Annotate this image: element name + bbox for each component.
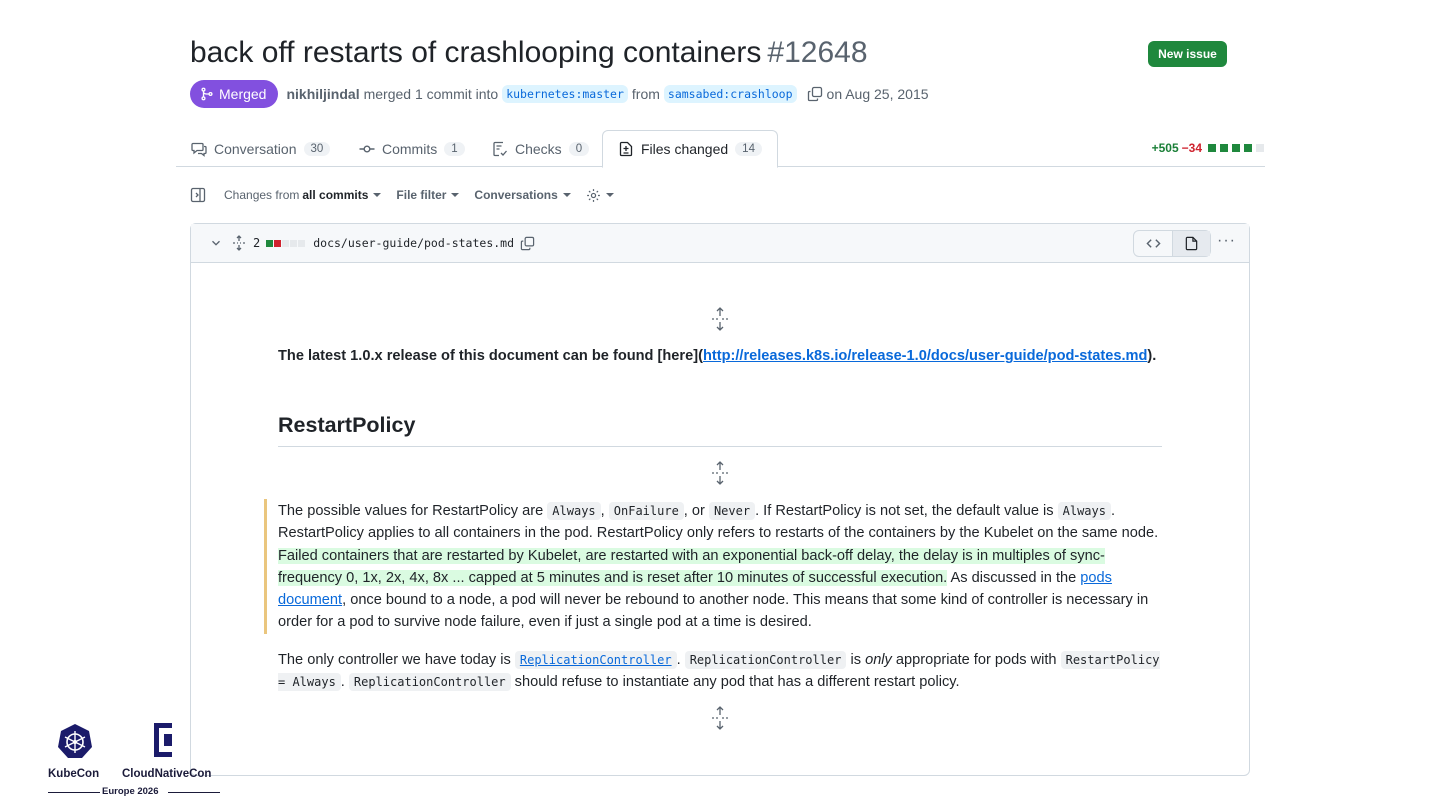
- text: .: [340, 674, 349, 691]
- author-link[interactable]: nikhiljindal: [286, 86, 360, 102]
- file-path[interactable]: docs/user-guide/pod-states.md: [313, 236, 515, 250]
- text: . If RestartPolicy is not set, the default value is: [755, 503, 1058, 519]
- text: ,: [600, 503, 609, 519]
- tab-label: Checks: [515, 140, 562, 157]
- comment-icon: [191, 141, 207, 157]
- diffstat-block: [298, 240, 305, 247]
- tab-label: Conversation: [214, 140, 297, 157]
- tab-counter: 14: [735, 142, 762, 156]
- text: The possible values for RestartPolicy are: [278, 503, 548, 519]
- expand-all-icon[interactable]: [231, 235, 247, 251]
- text: . RestartPolicy applies to all containers in the pod. RestartPolicy only refers to restarts of the containers by the Kubelet on the same node.: [278, 503, 1159, 542]
- kebab-menu-icon[interactable]: ···: [1217, 232, 1236, 249]
- code-onfailure: OnFailure: [609, 502, 684, 520]
- tab-commits[interactable]: [359, 130, 465, 167]
- cncf-icon: [152, 723, 172, 757]
- kubernetes-wheel-icon: [57, 723, 93, 759]
- pods-document-link[interactable]: pods document: [278, 569, 1112, 609]
- diffstat-block: [1220, 144, 1228, 152]
- copy-icon[interactable]: [807, 86, 823, 102]
- caret-down-icon: [373, 193, 381, 197]
- release-note-text: The latest 1.0.x release of this document can be found [here](: [278, 348, 703, 364]
- pr-number: #12648: [767, 36, 868, 69]
- source-diff-button[interactable]: [1134, 231, 1172, 256]
- release-note-end: ).: [1147, 348, 1157, 364]
- pr-tabs: [176, 130, 1265, 167]
- code-always-default: Always: [1058, 502, 1111, 520]
- tab-counter: 0: [569, 142, 589, 156]
- kubecon-logo: [47, 720, 227, 800]
- merge-date: on Aug 25, 2015: [826, 86, 929, 102]
- replicationcontroller-link[interactable]: [515, 652, 677, 668]
- gear-icon: [586, 188, 601, 203]
- merge-action-text: merged 1 commit into: [363, 86, 499, 102]
- file-filter-dropdown[interactable]: [396, 188, 459, 202]
- changes-from-dropdown[interactable]: [224, 188, 381, 202]
- file-diffstat: [266, 240, 306, 247]
- commit-icon: [359, 141, 375, 157]
- restartpolicy-heading: RestartPolicy: [278, 413, 1162, 447]
- release-link[interactable]: http://releases.k8s.io/release-1.0/docs/user-guide/pod-states.md: [702, 348, 1148, 364]
- changes-from-value: all commits: [302, 188, 369, 202]
- code-never: Never: [709, 502, 755, 520]
- pr-meta: [190, 80, 929, 108]
- code-restartpolicy-always: RestartPolicy = Always: [278, 653, 1160, 690]
- copy-path-icon[interactable]: [520, 236, 535, 251]
- view-toggle: [1133, 230, 1211, 257]
- code-icon: [1146, 236, 1161, 251]
- restartpolicy-paragraph: [278, 500, 1162, 634]
- code-rc-2: ReplicationController: [349, 673, 511, 691]
- text: .: [676, 652, 685, 668]
- base-branch[interactable]: kubernetes:master: [502, 85, 628, 103]
- from-text: from: [631, 86, 660, 102]
- head-branch[interactable]: samsabed:crashloop: [664, 85, 797, 103]
- text: As discussed in the: [947, 569, 1081, 586]
- cloudnativecon-text: CloudNativeCon: [122, 768, 212, 780]
- emphasis-only: only: [865, 652, 892, 668]
- changes-from-label: Changes from: [224, 188, 300, 202]
- file-change-count: 2: [253, 236, 261, 250]
- caret-down-icon: [451, 193, 459, 197]
- event-text: Europe 2026: [102, 786, 159, 797]
- tab-conversation[interactable]: [191, 130, 330, 167]
- kubecon-text: KubeCon: [48, 768, 100, 780]
- file-tree-toggle-icon[interactable]: [190, 187, 206, 203]
- merged-state-label: Merged: [219, 86, 267, 102]
- code-always: Always: [547, 502, 600, 520]
- conversations-dropdown[interactable]: [474, 188, 570, 202]
- expand-lines-icon[interactable]: [710, 307, 730, 331]
- changed-block-marker: [264, 499, 267, 634]
- deletions-count: −34: [1181, 141, 1202, 155]
- code-rc-link: ReplicationController: [515, 651, 677, 669]
- page-title: [190, 36, 868, 70]
- diffstat-block: [266, 240, 273, 247]
- file-icon: [1184, 236, 1199, 251]
- tab-label: Commits: [382, 140, 438, 157]
- text: should refuse to instantiate any pod that has a different restart policy.: [510, 674, 960, 691]
- additions-count: +505: [1151, 141, 1179, 155]
- expand-lines-icon[interactable]: [710, 706, 730, 730]
- code-rc: ReplicationController: [685, 651, 847, 669]
- rich-diff-button[interactable]: [1172, 231, 1210, 256]
- checklist-icon: [492, 141, 508, 157]
- tab-counter: 30: [304, 142, 331, 156]
- file-diff-container: [190, 223, 1250, 776]
- files-toolbar: [190, 184, 629, 206]
- tab-checks[interactable]: [492, 130, 589, 167]
- text: appropriate for pods with: [891, 652, 1061, 668]
- tab-label: Files changed: [641, 141, 729, 157]
- controller-paragraph: [278, 649, 1162, 694]
- file-diff-icon: [618, 141, 634, 157]
- text: The only controller we have today is: [278, 652, 515, 668]
- divider: [48, 792, 100, 793]
- diffstat-block: [274, 240, 281, 247]
- added-text-highlight: Failed containers that are restarted by Kubelet, are restarted with an exponential back-off delay, the delay is in multiples of sync-frequency 0, 1x, 2x, 4x, 8x ... capped at 5 minutes and is reset after 10 minutes of successful execution.: [278, 547, 1105, 586]
- diffstat: [1152, 141, 1265, 155]
- text: , once bound to a node, a pod will never be rebound to another node. This means that some kind of controller is necessary in order for a pod to survive node failure, even if just a single pod at a time is desired.: [278, 592, 1149, 631]
- text: , or: [683, 503, 709, 519]
- file-filter-label: File filter: [396, 188, 447, 202]
- diffstat-block: [1208, 144, 1216, 152]
- pr-title: back off restarts of crashlooping containers: [190, 36, 762, 69]
- file-header: [191, 224, 1249, 263]
- merge-icon: [200, 87, 214, 101]
- diffstat-block: [1256, 144, 1264, 152]
- tab-files-changed[interactable]: [602, 130, 778, 168]
- caret-down-icon: [563, 193, 571, 197]
- settings-dropdown[interactable]: [586, 188, 614, 203]
- caret-down-icon: [606, 193, 614, 197]
- diffstat-block: [282, 240, 289, 247]
- chevron-down-icon[interactable]: [209, 236, 223, 250]
- merged-state-badge: [190, 80, 278, 108]
- release-note-paragraph: [278, 345, 1162, 367]
- diffstat-block: [1244, 144, 1252, 152]
- expand-lines-icon[interactable]: [710, 461, 730, 485]
- new-issue-button[interactable]: New issue: [1148, 41, 1227, 67]
- tab-counter: 1: [444, 142, 464, 156]
- diffstat-block: [290, 240, 297, 247]
- text: is: [846, 652, 866, 668]
- divider: [168, 792, 220, 793]
- conversations-label: Conversations: [474, 188, 558, 202]
- diffstat-block: [1232, 144, 1240, 152]
